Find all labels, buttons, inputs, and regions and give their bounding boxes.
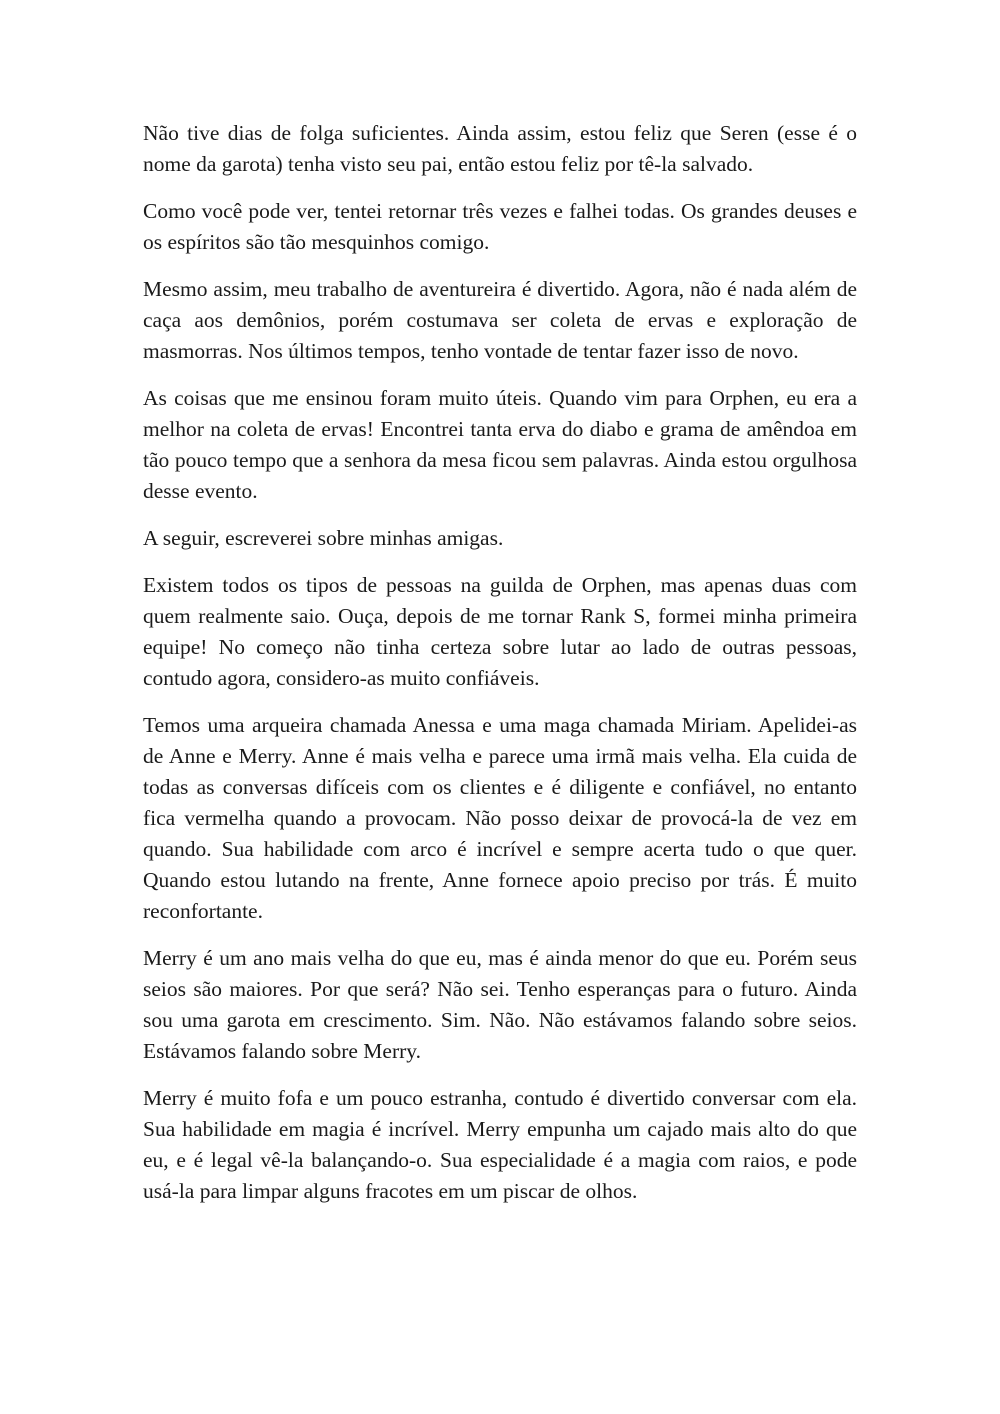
paragraph: As coisas que me ensinou foram muito úteis. Quando vim para Orphen, eu era a melhor na coleta de ervas! Encontrei tanta erva do diabo e grama de amêndoa em tão pouco tempo que a senhora da mesa ficou sem palavras. Ainda estou orgulhosa desse evento. [143, 386, 857, 503]
paragraph: Merry é um ano mais velha do que eu, mas é ainda menor do que eu. Porém seus seios são maiores. Por que será? Não sei. Tenho esperanças para o futuro. Ainda sou uma garota em crescimento. Sim. Não. Não estávamos falando sobre seios. Estávamos falando sobre Merry. [143, 946, 857, 1063]
paragraph: Mesmo assim, meu trabalho de aventureira é divertido. Agora, não é nada além de caça aos demônios, porém costumava ser coleta de ervas e exploração de masmorras. Nos últimos tempos, tenho vontade de tentar fazer isso de novo. [143, 277, 857, 363]
paragraph: Como você pode ver, tentei retornar três vezes e falhei todas. Os grandes deuses e os espíritos são tão mesquinhos comigo. [143, 199, 857, 254]
paragraph: Existem todos os tipos de pessoas na guilda de Orphen, mas apenas duas com quem realmente saio. Ouça, depois de me tornar Rank S, formei minha primeira equipe! No começo não tinha certeza sobre lutar ao lado de outras pessoas, contudo agora, considero-as muito confiáveis. [143, 573, 857, 690]
paragraph: Temos uma arqueira chamada Anessa e uma maga chamada Miriam. Apelidei-as de Anne e Merry. Anne é mais velha e parece uma irmã mais velha. Ela cuida de todas as conversas difíceis com os clientes e é diligente e confiável, no entanto fica vermelha quando a provocam. Não posso deixar de provocá-la de vez em quando. Sua habilidade com arco é incrível e sempre acerta tudo o que quer. Quando estou lutando na frente, Anne fornece apoio preciso por trás. É muito reconfortante. [143, 713, 857, 923]
paragraph: Merry é muito fofa e um pouco estranha, contudo é divertido conversar com ela. Sua habilidade em magia é incrível. Merry empunha um cajado mais alto do que eu, e é legal vê-la balançando-o. Sua especialidade é a magia com raios, e pode usá-la para limpar alguns fracotes em um piscar de olhos. [143, 1086, 857, 1203]
paragraph: A seguir, escreverei sobre minhas amigas. [143, 526, 504, 550]
document-page [143, 118, 857, 1223]
paragraph: Não tive dias de folga suficientes. Ainda assim, estou feliz que Seren (esse é o nome da garota) tenha visto seu pai, então estou feliz por tê-la salvado. [143, 121, 857, 176]
